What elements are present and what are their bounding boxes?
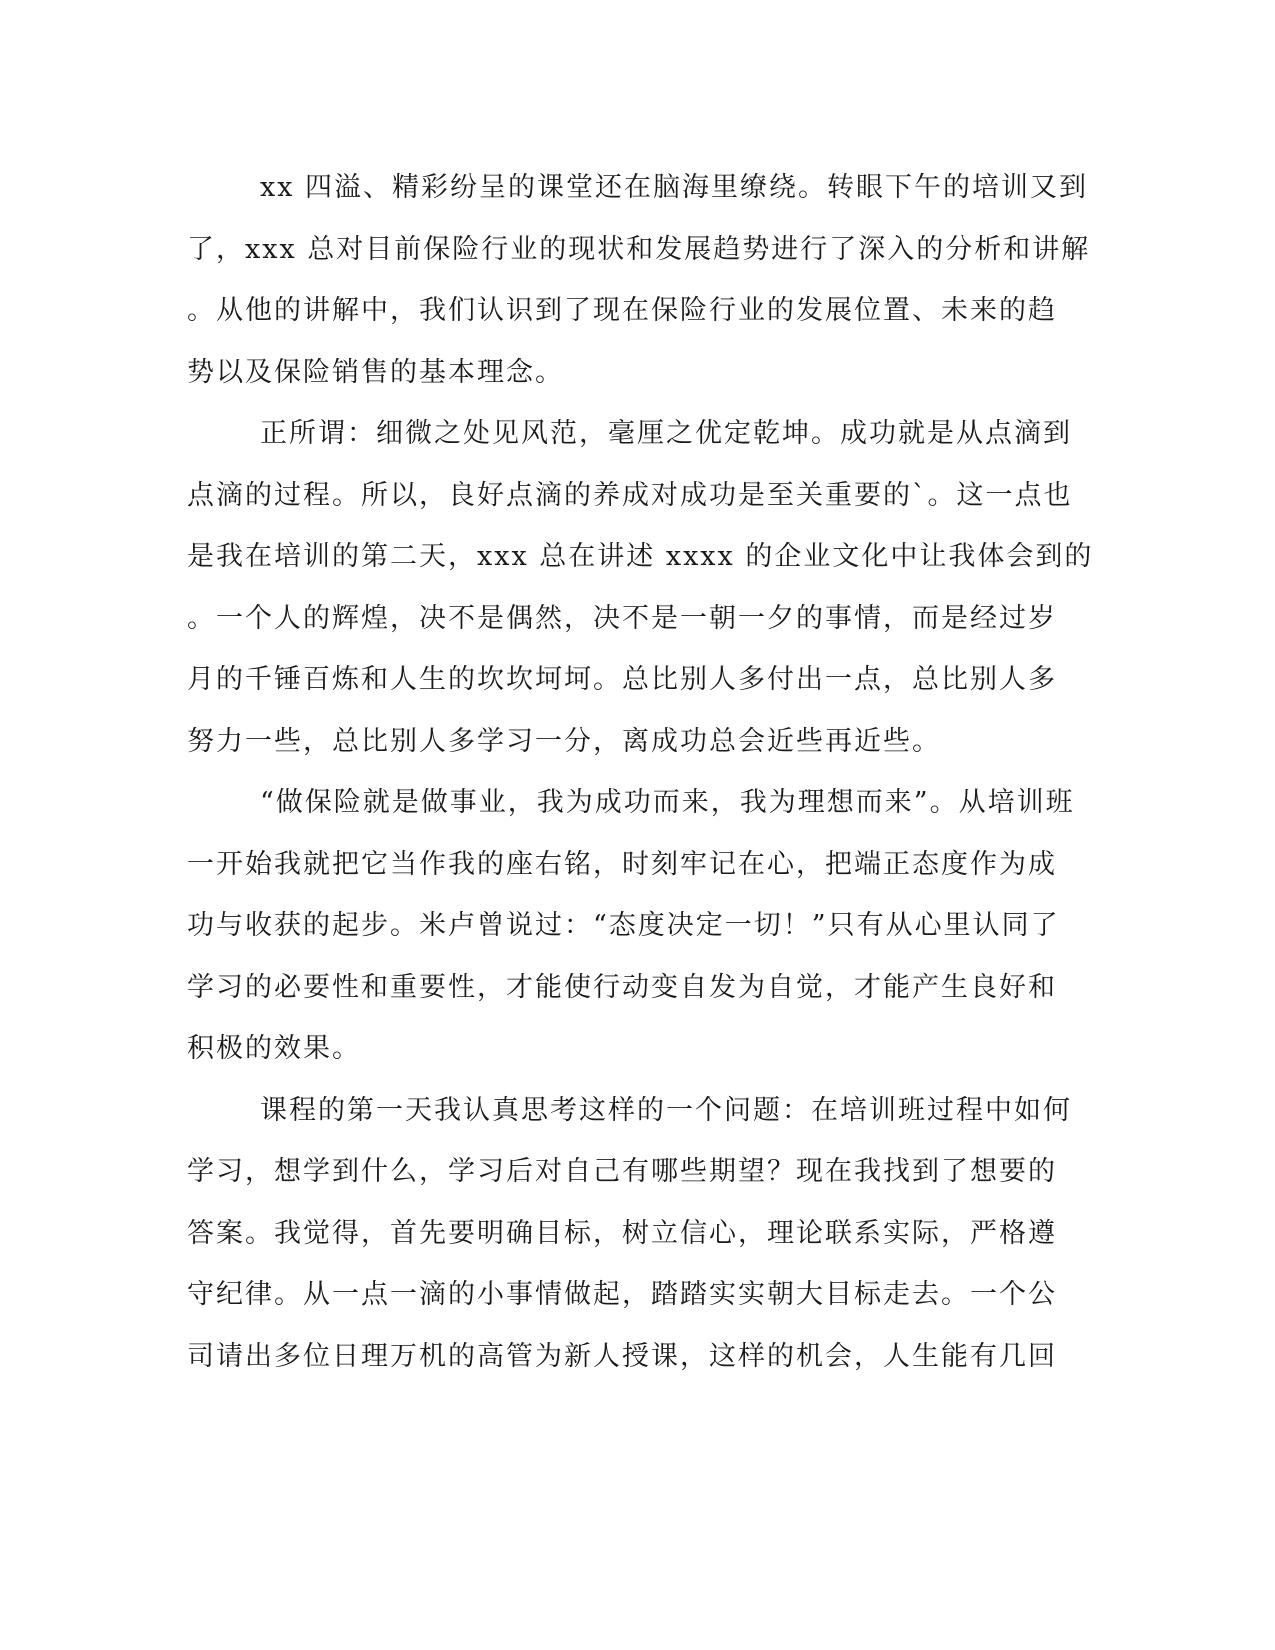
text-line: 答案。我觉得，首先要明确目标，树立信心，理论联系实际，严格遵 bbox=[187, 1217, 1057, 1249]
text-line: 势以及保险销售的基本理念。 bbox=[187, 356, 564, 388]
text-line: 学习，想学到什么，学习后对自己有哪些期望？现在我找到了想要的 bbox=[187, 1156, 1057, 1187]
text-line: 。从他的讲解中，我们认识到了现在保险行业的发展位置、未来的趋 bbox=[187, 295, 1057, 326]
text-line: 月的千锤百炼和人生的坎坎坷坷。总比别人多付出一点，总比别人多 bbox=[187, 664, 1057, 695]
text-line: 。一个人的辉煌，决不是偶然，决不是一朝一夕的事情，而是经过岁 bbox=[187, 602, 1057, 634]
text-line: “做保险就是做事业，我为成功而来，我为理想而来”。从培训班 bbox=[260, 787, 1075, 818]
text-line: 正所谓：细微之处见风范，毫厘之优定乾坤。成功就是从点滴到 bbox=[260, 418, 1072, 449]
text-line: xx 四溢、精彩纷呈的课堂还在脑海里缭绕。转眼下午的培训又到 bbox=[260, 172, 1089, 203]
text-line: 司请出多位日理万机的高管为新人授课，这样的机会，人生能有几回 bbox=[187, 1340, 1057, 1372]
text-line: 点滴的过程。所以，良好点滴的养成对成功是至关重要的`。这一点也 bbox=[187, 479, 1073, 511]
text-line: 是我在培训的第二天，xxx 总在讲述 xxxx 的企业文化中让我体会到的 bbox=[187, 541, 1094, 572]
text-line: 学习的必要性和重要性，才能使行动变自发为自觉，才能产生良好和 bbox=[187, 971, 1057, 1003]
text-line: 了，xxx 总对目前保险行业的现状和发展趋势进行了深入的分析和讲解 bbox=[187, 233, 1091, 265]
body-text bbox=[187, 157, 1094, 1387]
text-line: 功与收获的起步。米卢曾说过：“态度决定一切！”只有从心里认同了 bbox=[187, 910, 1060, 941]
text-line: 课程的第一天我认真思考这样的一个问题：在培训班过程中如何 bbox=[260, 1094, 1072, 1126]
text-line: 积极的效果。 bbox=[187, 1033, 361, 1064]
text-line: 努力一些，总比别人多学习一分，离成功总会近些再近些。 bbox=[187, 725, 941, 757]
text-line: 守纪律。从一点一滴的小事情做起，踏踏实实朝大目标走去。一个公 bbox=[187, 1279, 1057, 1310]
text-line: 一开始我就把它当作我的座右铭，时刻牢记在心，把端正态度作为成 bbox=[187, 848, 1057, 880]
